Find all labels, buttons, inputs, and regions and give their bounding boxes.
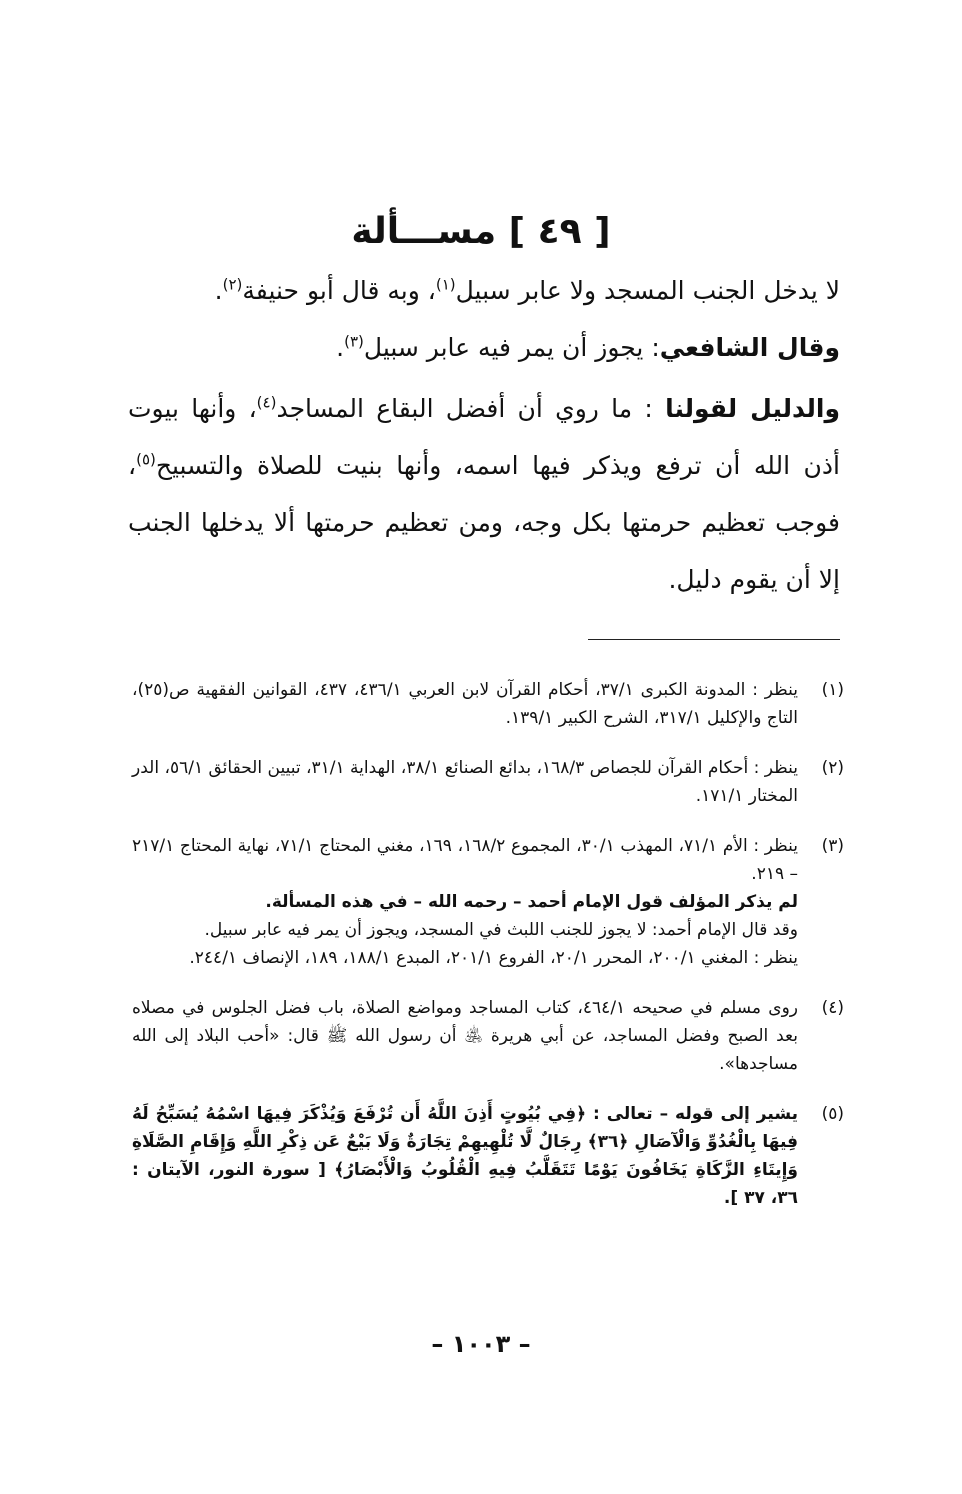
footnote-ref-3[interactable]: (٣) <box>344 332 364 351</box>
paragraph-3-text-3: ، فوجب تعظيم حرمتها بكل وجه، ومن تعظيم حرمتها ألا يدخلها الجنب إلا أن يقوم دليل. <box>128 451 840 594</box>
paragraph-2-text: : يجوز أن يمر فيه عابر سبيل <box>363 333 660 362</box>
footnote-2 <box>132 754 844 810</box>
footnote-text <box>132 832 798 972</box>
footnote-number: (١) <box>821 680 844 700</box>
footnote-ref-5[interactable]: (٥) <box>136 450 156 469</box>
footnote-line-quran: يشير إلى قوله – تعالى : ﴿فِي بُيُوتٍ أَذِنَ اللَّهُ أَن تُرْفَعَ وَيُذْكَرَ فِيهَا اسْمُهُ يُسَبِّحُ لَهُ فِيهَا بِالْغُدُوِّ وَالْآصَالِ ﴿٣٦﴾ رِجَالٌ لَّا تُلْهِيهِمْ تِجَارَةٌ وَلَا بَيْعٌ عَن ذِكْرِ اللَّهِ وَإِقَامِ الصَّلَاةِ وَإِيتَاءِ الزَّكَاةِ يَخَافُونَ يَوْمًا تَتَقَلَّبُ فِيهِ الْقُلُوبُ وَالْأَبْصَارُ﴾ [ سورة النور، الآيتان : ٣٦، ٣٧ ]. <box>132 1104 799 1208</box>
footnote-line: روى مسلم في صحيحه ٤٦٤/١، كتاب المساجد ومواضع الصلاة، باب فضل الجلوس في مصلاه بعد الصبح وفضل المساجد، عن أبي هريرة ﵁ أن رسول الله ﷺ قال: «أحب البلاد إلى الله مساجدها». <box>132 998 798 1074</box>
footnote-number: (٢) <box>821 758 844 778</box>
paragraph-3-text-2: ، وأنها بيوت أذن الله أن ترفع ويذكر فيها اسمه، وأنها بنيت للصلاة والتسبيح <box>128 394 840 480</box>
paragraph-1-text-2: ، وبه قال أبو حنيفة <box>242 276 436 305</box>
paragraph-3-text-1: : ما روي أن أفضل البقاع المساجد <box>276 394 666 423</box>
paragraph-1 <box>128 262 840 319</box>
paragraph-2-end: . <box>336 333 345 362</box>
paragraph-2-lead: وقال الشافعي <box>659 333 840 362</box>
footnote-5 <box>132 1100 844 1212</box>
footnote-line: ينظر : المدونة الكبرى ٣٧/١، أحكام القرآن لابن العربي ٤٣٦/١، ٤٣٧، القوانين الفقهية ص(٢٥)، التاج والإكليل ٣١٧/١، الشرح الكبير ١٣٩/١. <box>132 680 798 728</box>
paragraph-1-text: لا يدخل الجنب المسجد ولا عابر سبيل <box>455 276 840 305</box>
paragraph-2 <box>128 319 840 376</box>
footnote-3 <box>132 832 844 972</box>
footnote-divider <box>588 639 840 640</box>
footnote-ref-2[interactable]: (٢) <box>222 275 243 294</box>
footnote-number: (٥) <box>821 1104 844 1124</box>
footnote-ref-1[interactable]: (١) <box>435 275 456 294</box>
page-number: – ١٠٠٣ – <box>431 1330 531 1358</box>
footnote-4 <box>132 994 844 1078</box>
footnote-text <box>132 994 798 1078</box>
footnote-text <box>132 1100 798 1212</box>
paragraph-3 <box>128 380 840 608</box>
footnote-1 <box>132 676 844 732</box>
paragraph-1-end: . <box>214 276 223 305</box>
footnote-line: ينظر : المغني ٢٠٠/١، المحرر ٢٠/١، الفروع ٢٠١/١، المبدع ١٨٨/١، ١٨٩، الإنصاف ٢٤٤/١. <box>189 948 798 968</box>
main-text <box>128 262 840 608</box>
footnote-text <box>132 754 798 810</box>
footnote-line: وقد قال الإمام أحمد: لا يجوز للجنب اللبث في المسجد، ويجوز أن يمر فيه عابر سبيل. <box>204 920 798 940</box>
footnote-line: ينظر : أحكام القرآن للجصاص ١٦٨/٣، بدائع الصنائع ٣٨/١، الهداية ٣١/١، تبيين الحقائق ٥٦/١، الدر المختار ١٧١/١. <box>132 758 798 806</box>
footnote-line-note: لم يذكر المؤلف قول الإمام أحمد – رحمه الله – في هذه المسألة. <box>265 892 798 912</box>
paragraph-3-lead: والدليل لقولنا <box>665 394 840 423</box>
footnote-text <box>132 676 798 732</box>
footnote-ref-4[interactable]: (٤) <box>256 393 277 412</box>
footnote-number: (٤) <box>821 998 844 1018</box>
footnotes <box>132 676 844 1234</box>
footnote-number: (٣) <box>821 836 844 856</box>
footnote-line: ينظر : الأم ٧١/١، المهذب ٣٠/١، المجموع ١٦٨/٢، ١٦٩، مغني المحتاج ٧١/١، نهاية المحتاج ٢١٧/١ – ٢١٩. <box>132 836 798 884</box>
page-title: [ ٤٩ ] مســـألة <box>351 211 611 252</box>
